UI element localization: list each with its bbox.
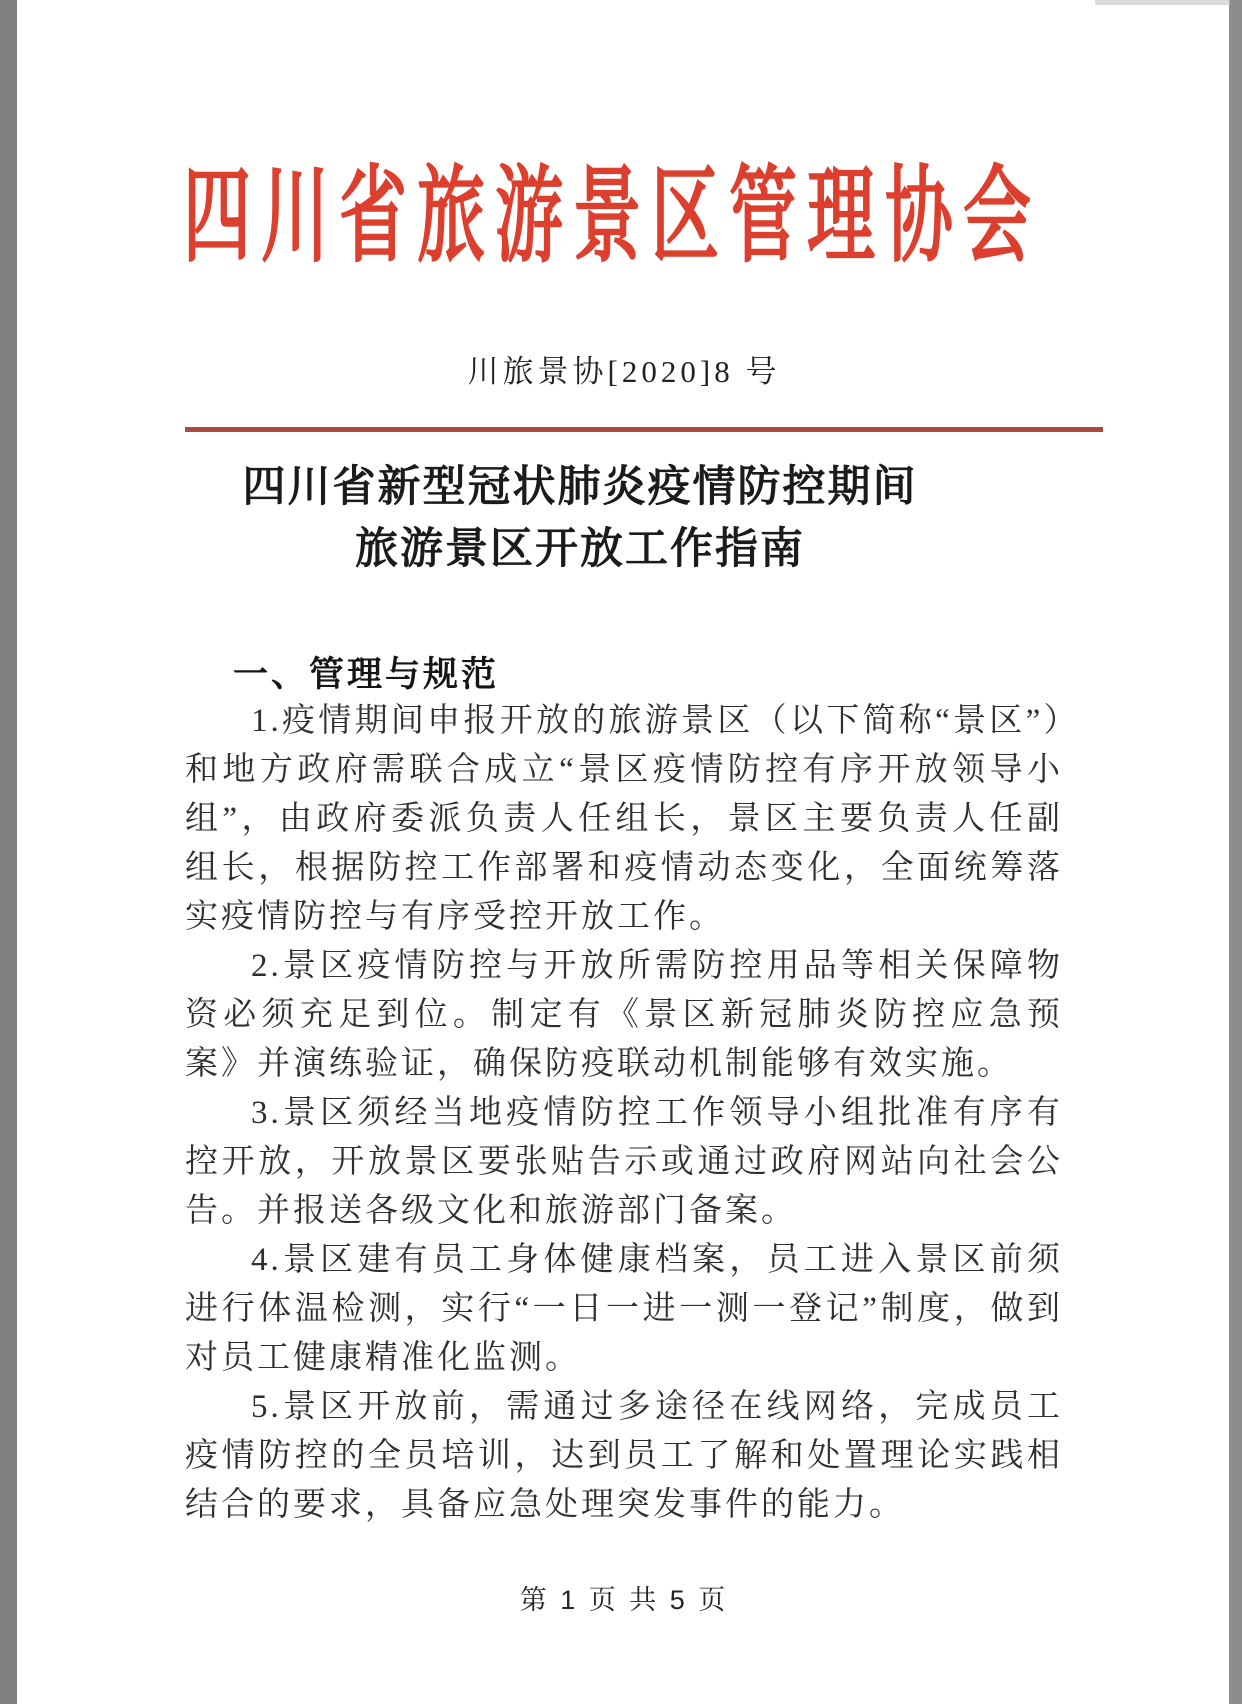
page-footer: 第 1 页 共 5 页: [519, 1585, 729, 1615]
paragraph-2: 2.景区疫情防控与开放所需防控用品等相关保障物资必须充足到位。制定有《景区新冠肺炎防控应急预案》并演练验证，确保防疫联动机制能够有效实施。: [185, 948, 1063, 1082]
doc-title-line1: 四川省新型冠状肺炎疫情防控期间: [242, 463, 918, 511]
paragraph-4: 4.景区建有员工身体健康档案，员工进入景区前须进行体温检测，实行“一日一进一测一登记”制度，做到对员工健康精准化监测。: [185, 1242, 1063, 1376]
scan-edge-right: [1229, 0, 1242, 1704]
scan-edge-left: [0, 0, 17, 1704]
doc-title-line2: 旅游景区开放工作指南: [355, 525, 805, 573]
scan-smudge-top: [1095, 0, 1230, 5]
paragraph-3: 3.景区须经当地疫情防控工作领导小组批准有序有控开放，开放景区要张贴告示或通过政府网站向社会公告。并报送各级文化和旅游部门备案。: [185, 1095, 1063, 1229]
doc-number: 川旅景协[2020]8 号: [467, 354, 781, 389]
document-body: [185, 697, 1063, 1530]
paragraph-5: 5.景区开放前，需通过多途径在线网络，完成员工疫情防控的全员培训，达到员工了解和处置理论实践相结合的要求，具备应急处理突发事件的能力。: [185, 1389, 1063, 1523]
org-title: 四川省旅游景区管理协会: [183, 157, 1042, 276]
paragraph-1: 1.疫情期间申报开放的旅游景区（以下简称“景区”）和地方政府需联合成立“景区疫情防控有序开放领导小组”，由政府委派负责人任组长，景区主要负责人任副组长，根据防控工作部署和疫情动态变化，全面统筹落实疫情防控与有序受控开放工作。: [185, 703, 1063, 935]
section-heading: 一、管理与规范: [233, 655, 500, 694]
red-divider-line: [185, 427, 1103, 432]
doc-title: [60, 456, 1100, 580]
